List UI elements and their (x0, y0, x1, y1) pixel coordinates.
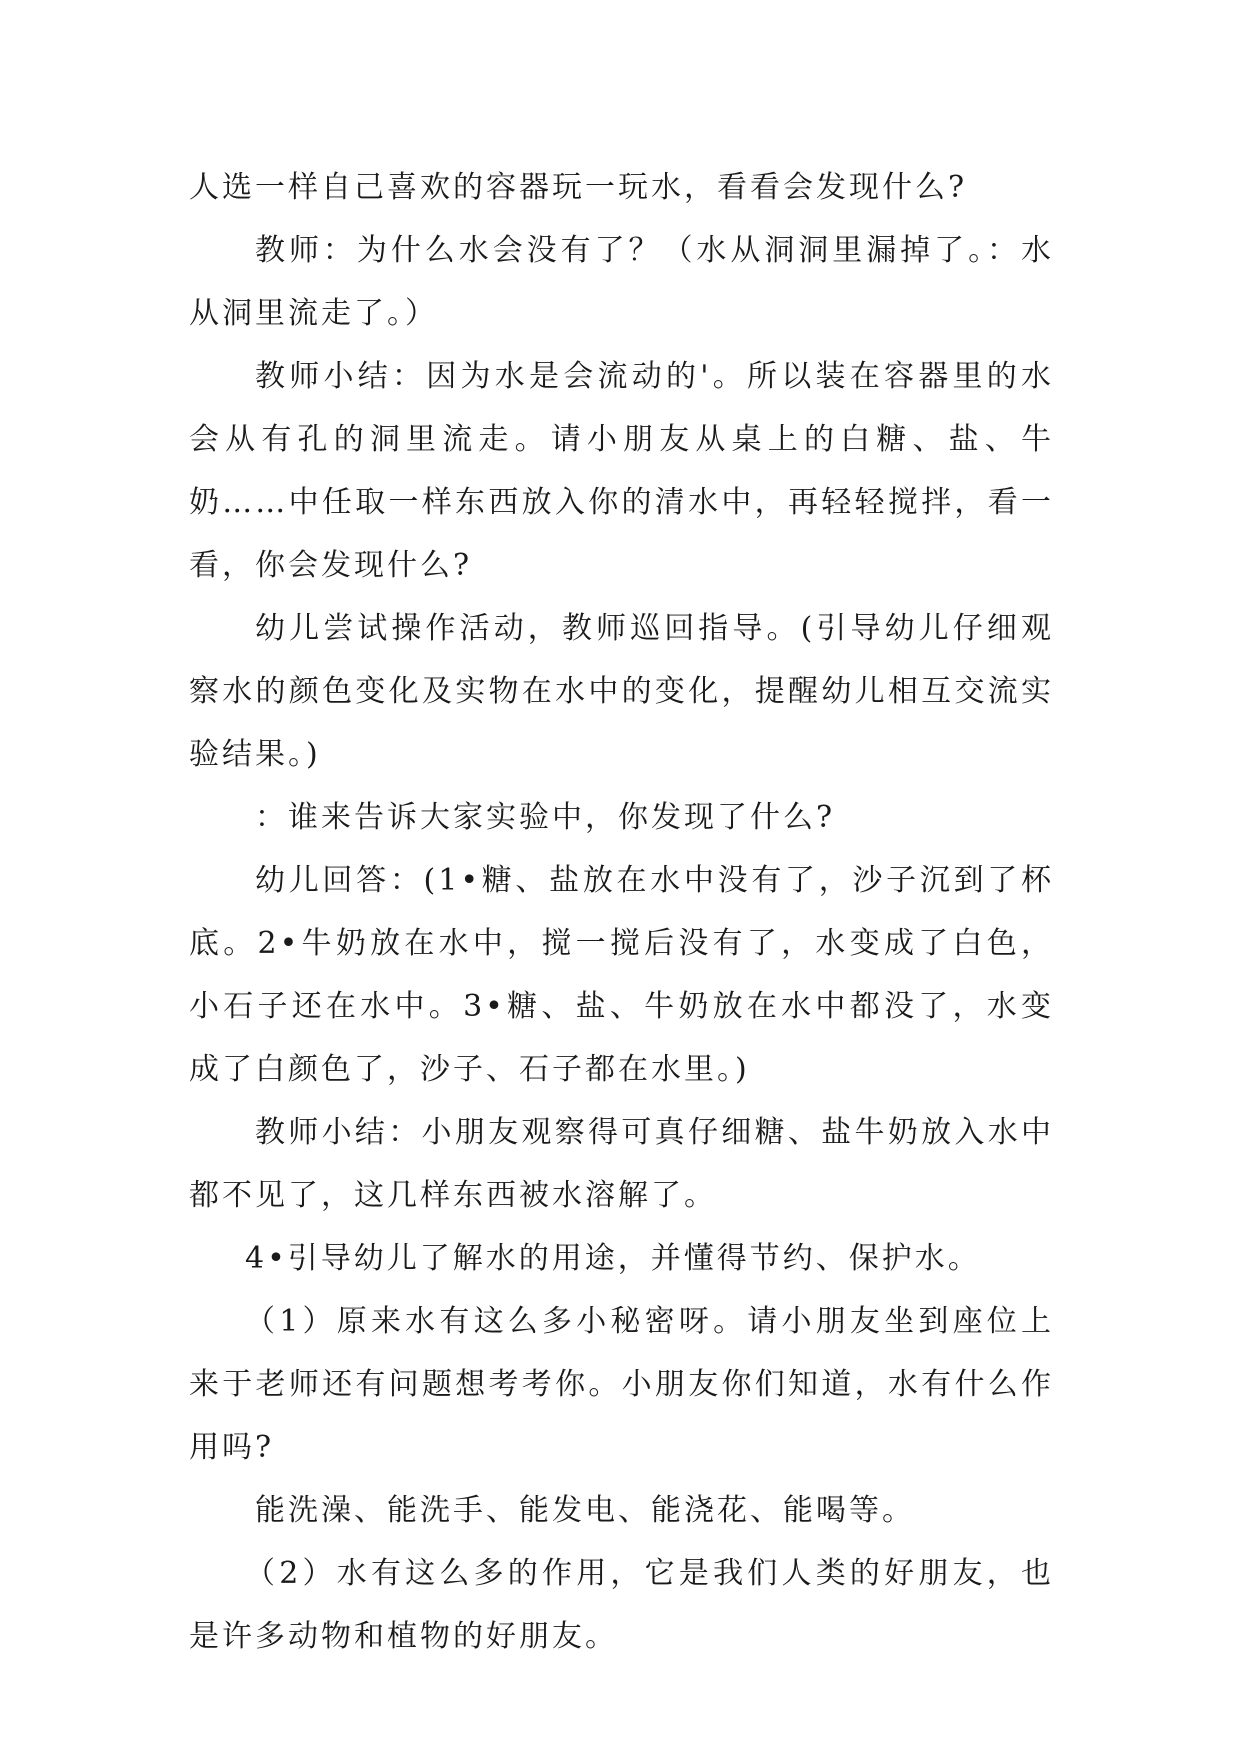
paragraph-water-uses: 能洗澡、能洗手、能发电、能浇花、能喝等。 (255, 1493, 915, 1528)
paragraph-children-answer: 幼儿回答：(1•糖、盐放在水中没有了，沙子沉到了杯底。2•牛奶放在水中，搅一搅后没有了，水变成了白色，小石子还在水中。3•糖、盐、牛奶放在水中都没了，水变成了白颜色了，沙子、石子都在水里。) (189, 863, 1054, 1087)
paragraph-step-4: 4•引导幼儿了解水的用途，并懂得节约、保护水。 (245, 1241, 981, 1276)
paragraph-teacher-summary-flow: 教师小结：因为水是会流动的'。所以装在容器里的水会从有孔的洞里流走。请小朋友从桌上的白糖、盐、牛奶……中任取一样东西放入你的清水中，再轻轻搅拌，看一看，你会发现什么? (189, 359, 1054, 583)
paragraph-teacher-summary-dissolve: 教师小结：小朋友观察得可真仔细糖、盐牛奶放入水中都不见了，这几样东西被水溶解了。 (189, 1115, 1054, 1213)
document-body (189, 156, 1054, 1668)
paragraph-children-activity: 幼儿尝试操作活动，教师巡回指导。(引导幼儿仔细观察水的颜色变化及实物在水中的变化，提醒幼儿相互交流实验结果。) (189, 611, 1054, 772)
paragraph-item-1: （1）原来水有这么多小秘密呀。请小朋友坐到座位上来于老师还有问题想考考你。小朋友你们知道，水有什么作用吗? (189, 1304, 1054, 1465)
paragraph-who-tells: ：谁来告诉大家实验中，你发现了什么? (255, 800, 836, 835)
paragraph-item-2: （2）水有这么多的作用，它是我们人类的好朋友，也是许多动物和植物的好朋友。 (189, 1556, 1054, 1654)
paragraph-teacher-question: 教师：为什么水会没有了？（水从洞洞里漏掉了。：水从洞里流走了。） (189, 233, 1054, 331)
paragraph-continuation: 人选一样自己喜欢的容器玩一玩水，看看会发现什么? (189, 170, 968, 205)
